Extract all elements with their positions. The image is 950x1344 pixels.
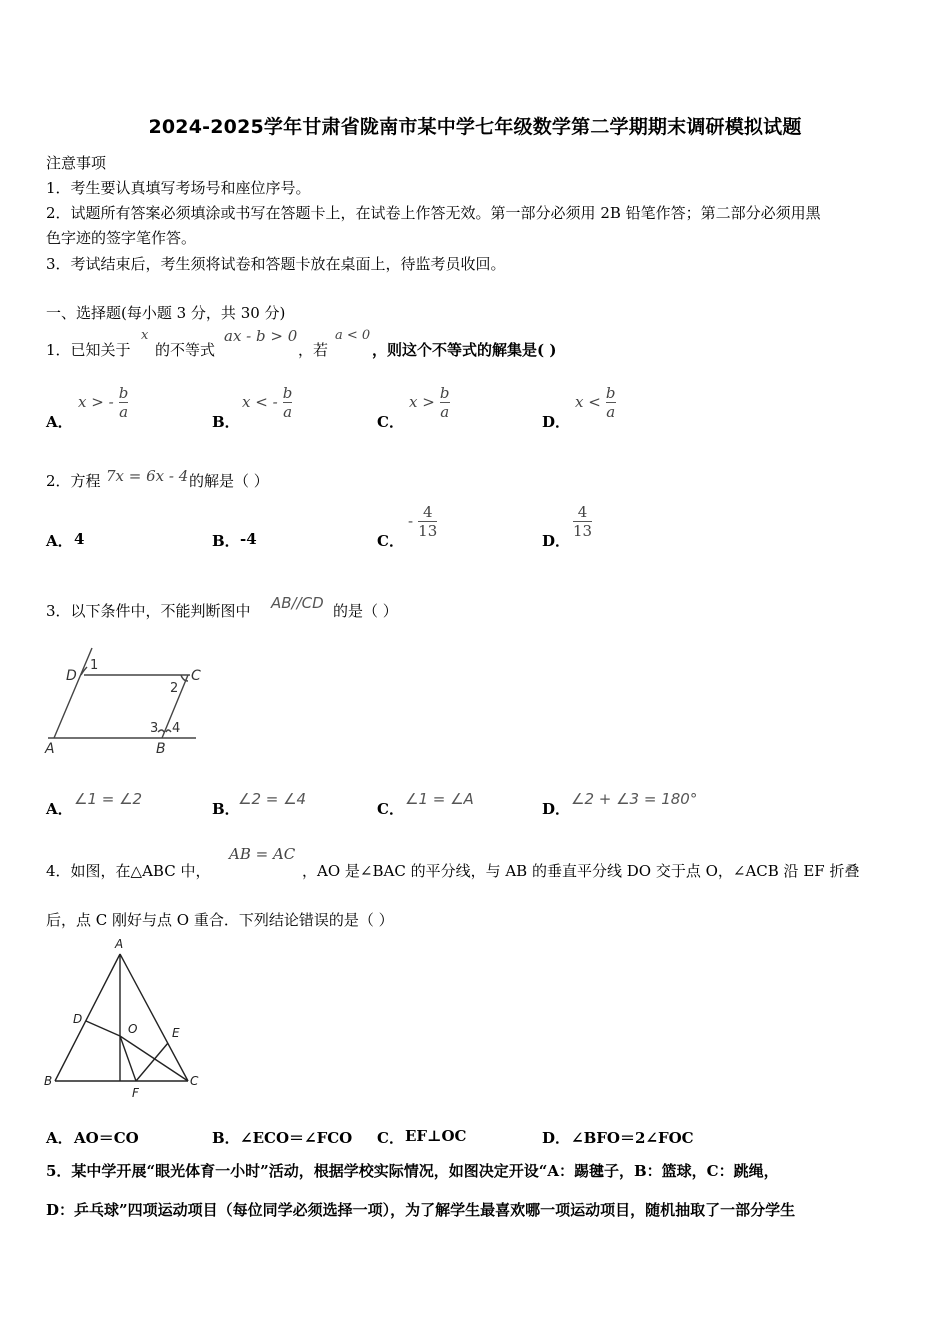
- section-heading: 一、选择题(每小题 3 分，共 30 分): [46, 304, 286, 322]
- notice-item: 2．试题所有答案必须填涂或书写在答题卡上，在试卷上作答无效。第一部分必须用 2B 铅笔作答；第二部分必须用黑: [46, 204, 821, 222]
- question-3-expression: AB//CD: [271, 594, 324, 612]
- fraction-numerator: 4: [577, 503, 588, 521]
- question-2-option-d[interactable]: [573, 503, 592, 540]
- fraction-denominator: a: [283, 403, 293, 421]
- question-3-figure: [40, 640, 210, 760]
- question-2-option-b[interactable]: -4: [240, 530, 257, 548]
- point-label: A: [115, 937, 124, 951]
- segment-oc: [120, 1036, 188, 1081]
- segment-fe: [136, 1043, 168, 1081]
- question-1-option-a[interactable]: [78, 384, 128, 421]
- point-label: C: [190, 1074, 199, 1088]
- question-1-comma: ，若: [298, 341, 329, 359]
- option-label[interactable]: B．: [212, 800, 240, 818]
- question-1-suffix: ，则这个不等式的解集是( ): [372, 341, 557, 359]
- angle-label: 4: [172, 721, 181, 736]
- question-3-prefix: 3．以下条件中，不能判断图中: [46, 602, 251, 620]
- question-5-line2: D：乒乓球”四项运动项目（每位同学必须选择一项），为了解学生最喜欢哪一项运动项目，随机抽取了一部分学生: [46, 1201, 796, 1219]
- option-label[interactable]: A．: [46, 532, 73, 550]
- question-1-option-b[interactable]: [242, 384, 292, 421]
- angle-label: 2: [170, 681, 179, 696]
- angle-arc: [166, 730, 171, 732]
- side-ac: [120, 954, 188, 1081]
- question-4-option-a[interactable]: AO＝CO: [74, 1129, 139, 1147]
- point-label: B: [156, 741, 166, 757]
- option-label[interactable]: A．: [46, 800, 73, 818]
- option-label[interactable]: D．: [542, 800, 571, 818]
- point-label: D: [73, 1012, 83, 1026]
- question-2-suffix: 的解是（ ）: [189, 472, 269, 490]
- fraction-denominator: a: [440, 403, 450, 421]
- question-2-equation: 7x = 6x - 4: [106, 467, 189, 485]
- option-label[interactable]: B．: [212, 532, 240, 550]
- line-ad: [54, 648, 92, 738]
- option-lhs: x <: [575, 393, 601, 411]
- question-1-inequality: ax - b > 0: [224, 327, 298, 345]
- fraction-numerator: b: [605, 384, 616, 402]
- question-2-prefix: 2．方程: [46, 472, 101, 490]
- question-1-option-c[interactable]: [409, 384, 450, 421]
- angle-arc: [158, 730, 164, 732]
- option-label[interactable]: C．: [377, 413, 404, 431]
- option-lhs: x < -: [242, 393, 278, 411]
- point-label: A: [45, 741, 55, 757]
- angle-label: 3: [150, 721, 159, 736]
- question-3-suffix: 的是（ ）: [333, 602, 398, 620]
- segment-of: [120, 1036, 136, 1081]
- fraction-numerator: b: [439, 384, 450, 402]
- option-label[interactable]: C．: [377, 800, 404, 818]
- notice-item: 色字迹的签字笔作答。: [46, 229, 197, 247]
- question-4-option-d[interactable]: ∠BFO＝2∠FOC: [571, 1129, 694, 1147]
- fraction-denominator: 13: [573, 522, 593, 540]
- question-2-option-a[interactable]: 4: [74, 530, 85, 548]
- question-4-figure: [40, 935, 210, 1105]
- fraction-denominator: a: [606, 403, 616, 421]
- page-title: 2024-2025学年甘肃省陇南市某中学七年级数学第二学期期末调研模拟试题: [148, 116, 802, 138]
- segment-do: [86, 1021, 120, 1036]
- fraction-numerator: b: [282, 384, 293, 402]
- option-label[interactable]: D．: [542, 413, 571, 431]
- fraction-numerator: 4: [422, 503, 433, 521]
- option-label[interactable]: D．: [542, 1129, 571, 1147]
- notice-item: 1．考生要认真填写考场号和座位序号。: [46, 179, 311, 197]
- question-4-line1-rest: ，AO 是∠BAC 的平分线，与 AB 的垂直平分线 DO 交于点 O，∠ACB 沿 EF 折叠: [302, 862, 860, 880]
- fraction-numerator: b: [118, 384, 129, 402]
- point-label: E: [172, 1026, 180, 1040]
- question-3-option-c[interactable]: ∠1 = ∠A: [405, 790, 474, 808]
- option-label[interactable]: B．: [212, 1129, 240, 1147]
- question-1-condition: a < 0: [335, 328, 371, 343]
- question-4-line2: 后，点 C 刚好与点 O 重合．下列结论错误的是（ ）: [46, 911, 394, 929]
- angle-label: 1: [90, 658, 99, 673]
- point-label: F: [132, 1086, 139, 1100]
- question-1-mid: 的不等式: [155, 341, 216, 359]
- question-4-option-b[interactable]: ∠ECO＝∠FCO: [240, 1129, 353, 1147]
- option-label[interactable]: B．: [212, 413, 240, 431]
- question-2-option-c[interactable]: [408, 503, 437, 540]
- question-1-prefix: 1．已知关于: [46, 341, 131, 359]
- question-3-option-b[interactable]: ∠2 = ∠4: [238, 790, 307, 808]
- side-ab: [55, 954, 120, 1081]
- option-label[interactable]: D．: [542, 532, 571, 550]
- option-label[interactable]: C．: [377, 1129, 404, 1147]
- option-label[interactable]: A．: [46, 1129, 73, 1147]
- question-1-variable: x: [141, 328, 149, 343]
- option-sign: -: [408, 512, 414, 530]
- notice-heading: 注意事项: [46, 154, 107, 172]
- question-4-prefix: 4．如图，在△ABC 中，: [46, 862, 211, 880]
- point-label: C: [191, 668, 201, 684]
- option-label[interactable]: C．: [377, 532, 404, 550]
- question-3-option-d[interactable]: ∠2 + ∠3 = 180°: [571, 790, 698, 808]
- fraction-denominator: 13: [418, 522, 438, 540]
- point-label: B: [44, 1074, 53, 1088]
- question-5-line1: 5．某中学开展“眼光体育一小时”活动，根据学校实际情况，如图决定开设“A：踢毽子，B：篮球，C：跳绳，: [46, 1162, 779, 1180]
- point-label: D: [66, 668, 77, 684]
- option-label[interactable]: A．: [46, 413, 73, 431]
- option-lhs: x >: [409, 393, 435, 411]
- point-label: O: [128, 1022, 138, 1036]
- fraction-denominator: a: [119, 403, 129, 421]
- question-4-option-c[interactable]: EF⊥OC: [405, 1127, 467, 1145]
- question-1-option-d[interactable]: [575, 384, 616, 421]
- option-lhs: x > -: [78, 393, 114, 411]
- question-4-condition: AB = AC: [229, 845, 296, 863]
- question-3-option-a[interactable]: ∠1 = ∠2: [74, 790, 143, 808]
- notice-item: 3．考试结束后，考生须将试卷和答题卡放在桌面上，待监考员收回。: [46, 255, 506, 273]
